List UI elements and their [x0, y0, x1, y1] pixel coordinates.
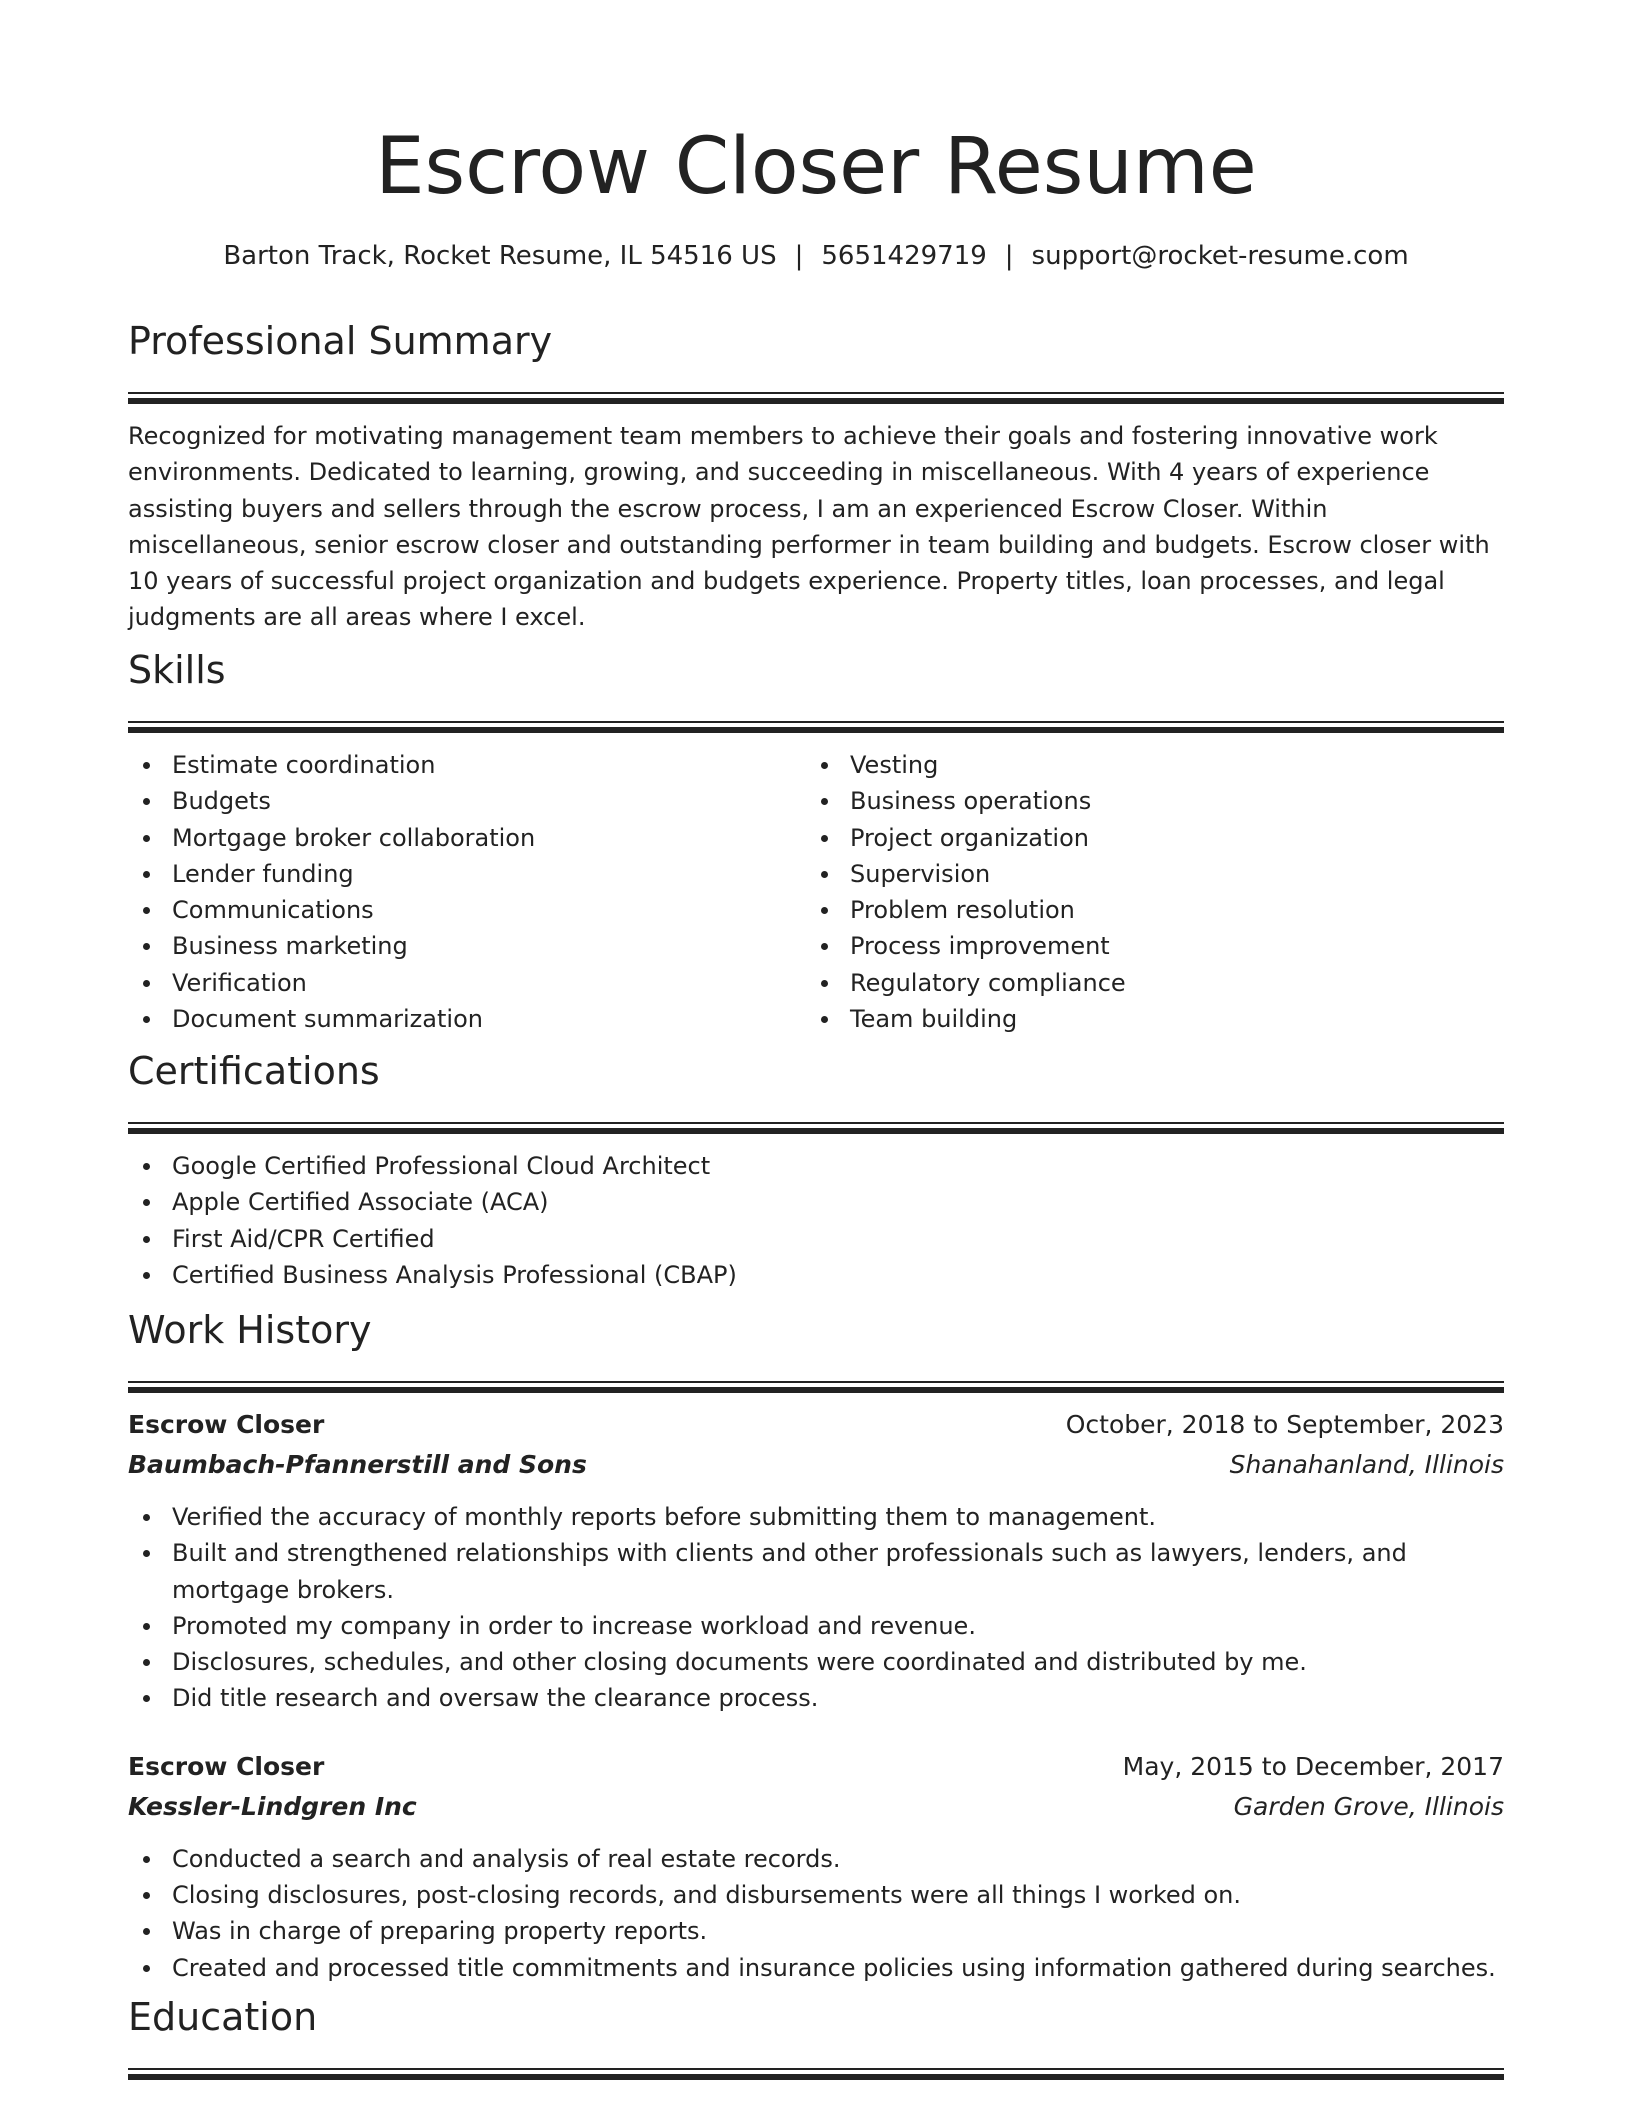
- skill-item: Process improvement: [806, 928, 1484, 964]
- certification-item: Apple Certified Associate (ACA): [128, 1184, 1504, 1220]
- skills-heading: Skills: [128, 648, 226, 692]
- skill-item: Vesting: [806, 747, 1484, 783]
- job-header: [128, 1747, 1504, 1787]
- certification-item: Google Certified Professional Cloud Architect: [128, 1148, 1504, 1184]
- contact-address: Barton Track, Rocket Resume, IL 54516 US: [223, 241, 777, 271]
- job-duty: Promoted my company in order to increase workload and revenue.: [128, 1608, 1504, 1644]
- contact-separator: |: [1004, 241, 1014, 271]
- job-subheader: [128, 1787, 1504, 1827]
- skill-item: Verification: [128, 965, 806, 1001]
- skill-item: Estimate coordination: [128, 747, 806, 783]
- section-divider: [128, 1381, 1504, 1393]
- contact-email[interactable]: support@rocket-resume.com: [1031, 241, 1409, 271]
- contact-phone: 5651429719: [821, 241, 987, 271]
- section-divider: [128, 392, 1504, 404]
- skill-item: Problem resolution: [806, 892, 1484, 928]
- certifications-section: [128, 1046, 1504, 1293]
- job-header: [128, 1405, 1504, 1445]
- section-divider: [128, 1122, 1504, 1134]
- summary-heading: Professional Summary: [128, 319, 553, 363]
- skill-item: Communications: [128, 892, 806, 928]
- skill-item: Lender funding: [128, 856, 806, 892]
- job-dates: May, 2015 to December, 2017: [1122, 1751, 1504, 1781]
- job-duty: Closing disclosures, post-closing records, and disbursements were all things I worked on.: [128, 1877, 1504, 1913]
- job-duty: Built and strengthened relationships with clients and other professionals such as lawyers, lenders, and mortgage brokers.: [128, 1535, 1504, 1608]
- skill-item: Project organization: [806, 820, 1484, 856]
- job-title: Escrow Closer: [128, 1751, 325, 1781]
- job-duty: Created and processed title commitments and insurance policies using information gathered during searches.: [128, 1950, 1504, 1986]
- certification-item: Certified Business Analysis Professional (CBAP): [128, 1257, 1504, 1293]
- job-duties: [128, 1499, 1504, 1717]
- section-divider: [128, 721, 1504, 733]
- certification-item: First Aid/CPR Certified: [128, 1221, 1504, 1257]
- job-entry: [128, 1405, 1504, 1717]
- skill-item: Business marketing: [128, 928, 806, 964]
- job-title: Escrow Closer: [128, 1410, 325, 1439]
- job-duty: Verified the accuracy of monthly reports before submitting them to management.: [128, 1499, 1504, 1535]
- job-location: Garden Grove, Illinois: [1233, 1791, 1504, 1821]
- summary-section: [128, 316, 1504, 636]
- skill-item: Budgets: [128, 783, 806, 819]
- job-entry: [128, 1747, 1504, 1986]
- work-history-section: [128, 1305, 1504, 1986]
- skill-item: Supervision: [806, 856, 1484, 892]
- education-section: [128, 1992, 1504, 2080]
- skills-list-left: [128, 747, 806, 1037]
- job-duties: [128, 1841, 1504, 1986]
- job-company: Baumbach-Pfannerstill and Sons: [128, 1450, 587, 1479]
- skill-item: Regulatory compliance: [806, 965, 1484, 1001]
- skills-columns: [128, 733, 1504, 1037]
- contact-line: [128, 238, 1504, 274]
- summary-text: Recognized for motivating management team members to achieve their goals and fostering innovative work environments. Dedicated to learning, growing, and succeeding in miscellaneous. With 4 years of experience assisting buyers and sellers through the escrow process, I am an experienced Escrow Closer. Within miscellaneous, senior escrow closer and outstanding performer in team building and budgets. Escrow closer with 10 years of successful project organization and budgets experience. Property titles, loan processes, and legal judgments are all areas where I excel.: [128, 422, 1490, 632]
- job-location: Shanahanland, Illinois: [1229, 1450, 1504, 1479]
- certifications-list: [128, 1148, 1504, 1293]
- job-subheader: [128, 1445, 1504, 1485]
- job-company: Kessler-Lindgren Inc: [128, 1791, 417, 1821]
- education-heading: Education: [128, 1995, 318, 2039]
- certifications-heading: Certifications: [128, 1049, 380, 1093]
- skill-item: Mortgage broker collaboration: [128, 820, 806, 856]
- job-duty: Conducted a search and analysis of real estate records.: [128, 1841, 1504, 1877]
- job-dates: October, 2018 to September, 2023: [1065, 1410, 1504, 1439]
- job-duty: Did title research and oversaw the clearance process.: [128, 1680, 1504, 1716]
- job-duty: Disclosures, schedules, and other closing documents were coordinated and distributed by me.: [128, 1644, 1504, 1680]
- work-history-heading: Work History: [128, 1308, 372, 1352]
- skills-section: [128, 645, 1504, 1037]
- contact-separator: |: [794, 241, 804, 271]
- resume-title: Escrow Closer Resume: [375, 122, 1257, 212]
- section-divider: [128, 2068, 1504, 2080]
- skill-item: Document summarization: [128, 1001, 806, 1037]
- skill-item: Business operations: [806, 783, 1484, 819]
- job-duty: Was in charge of preparing property reports.: [128, 1913, 1504, 1949]
- skill-item: Team building: [806, 1001, 1484, 1037]
- skills-list-right: [806, 747, 1484, 1037]
